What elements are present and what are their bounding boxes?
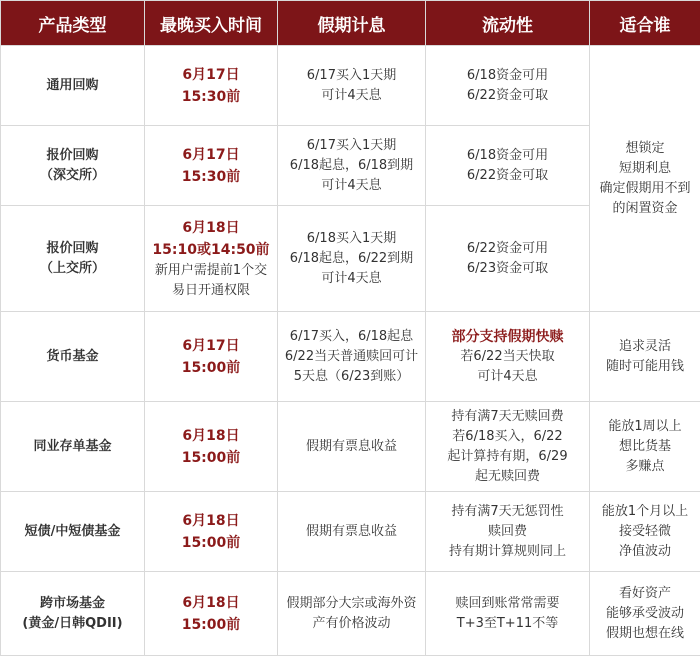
- table-row: [1, 312, 700, 402]
- buy-time-cell: 6月18日 15:00前: [145, 402, 278, 492]
- product-type-cell: 货币基金: [1, 312, 145, 402]
- interest-cell: 假期有票息收益: [278, 492, 426, 572]
- interest-cell: 6/17买入，6/18起息 6/22当天普通赎回可计 5天息（6/23到账）: [278, 312, 426, 402]
- table-row: [1, 46, 700, 126]
- buy-time-cell: 6月18日 15:00前: [145, 492, 278, 572]
- product-type-cell: 报价回购 （深交所）: [1, 126, 145, 206]
- header-product-type: 产品类型: [1, 1, 145, 46]
- header-holiday-interest: 假期计息: [278, 1, 426, 46]
- buy-time-cell: 6月17日 15:30前: [145, 126, 278, 206]
- suitable-for-cell: 能放1个月以上 接受轻微 净值波动: [590, 492, 700, 572]
- liquidity-cell: 6/22资金可用 6/23资金可取: [426, 206, 590, 312]
- header-row: [1, 1, 700, 46]
- buy-time-cell: 6月17日 15:00前: [145, 312, 278, 402]
- table-row: [1, 402, 700, 492]
- buy-time-cell: 6月18日 15:00前: [145, 572, 278, 656]
- suitable-for-cell: 看好资产 能够承受波动 假期也想在线: [590, 572, 700, 656]
- interest-cell: 6/17买入1天期 6/18起息，6/18到期 可计4天息: [278, 126, 426, 206]
- product-type-cell: 通用回购: [1, 46, 145, 126]
- suitable-for-cell: 能放1周以上 想比货基 多赚点: [590, 402, 700, 492]
- product-type-cell: 短债/中短债基金: [1, 492, 145, 572]
- product-type-cell: 同业存单基金: [1, 402, 145, 492]
- product-type-cell: 报价回购 （上交所）: [1, 206, 145, 312]
- header-latest-buy-time: 最晚买入时间: [145, 1, 278, 46]
- interest-cell: 6/17买入1天期 可计4天息: [278, 46, 426, 126]
- buy-time-cell: 6月18日 15:10或14:50前 新用户需提前1个交 易日开通权限: [145, 206, 278, 312]
- table-row: [1, 572, 700, 656]
- interest-cell: 假期部分大宗或海外资 产有价格波动: [278, 572, 426, 656]
- header-liquidity: 流动性: [426, 1, 590, 46]
- header-suitable-for: 适合谁: [590, 1, 700, 46]
- interest-cell: 6/18买入1天期 6/18起息，6/22到期 可计4天息: [278, 206, 426, 312]
- liquidity-cell: 6/18资金可用 6/22资金可取: [426, 126, 590, 206]
- product-type-cell: 跨市场基金 (黄金/日韩QDII): [1, 572, 145, 656]
- quick-redeem-highlight: 部分支持假期快赎: [430, 327, 585, 347]
- liquidity-cell: 持有满7天无惩罚性 赎回费 持有期计算规则同上: [426, 492, 590, 572]
- table-row: [1, 492, 700, 572]
- suitable-for-cell: 追求灵活 随时可能用钱: [590, 312, 700, 402]
- liquidity-cell: 持有满7天无赎回费 若6/18买入，6/22 起计算持有期，6/29 起无赎回费: [426, 402, 590, 492]
- buy-time-cell: 6月17日 15:30前: [145, 46, 278, 126]
- liquidity-cell: 部分支持假期快赎 若6/22当天快取 可计4天息: [426, 312, 590, 402]
- suitable-for-cell-merged: 想锁定 短期利息 确定假期用不到 的闲置资金: [590, 46, 700, 312]
- liquidity-cell: 赎回到账常常需要 T+3至T+11不等: [426, 572, 590, 656]
- interest-cell: 假期有票息收益: [278, 402, 426, 492]
- liquidity-cell: 6/18资金可用 6/22资金可取: [426, 46, 590, 126]
